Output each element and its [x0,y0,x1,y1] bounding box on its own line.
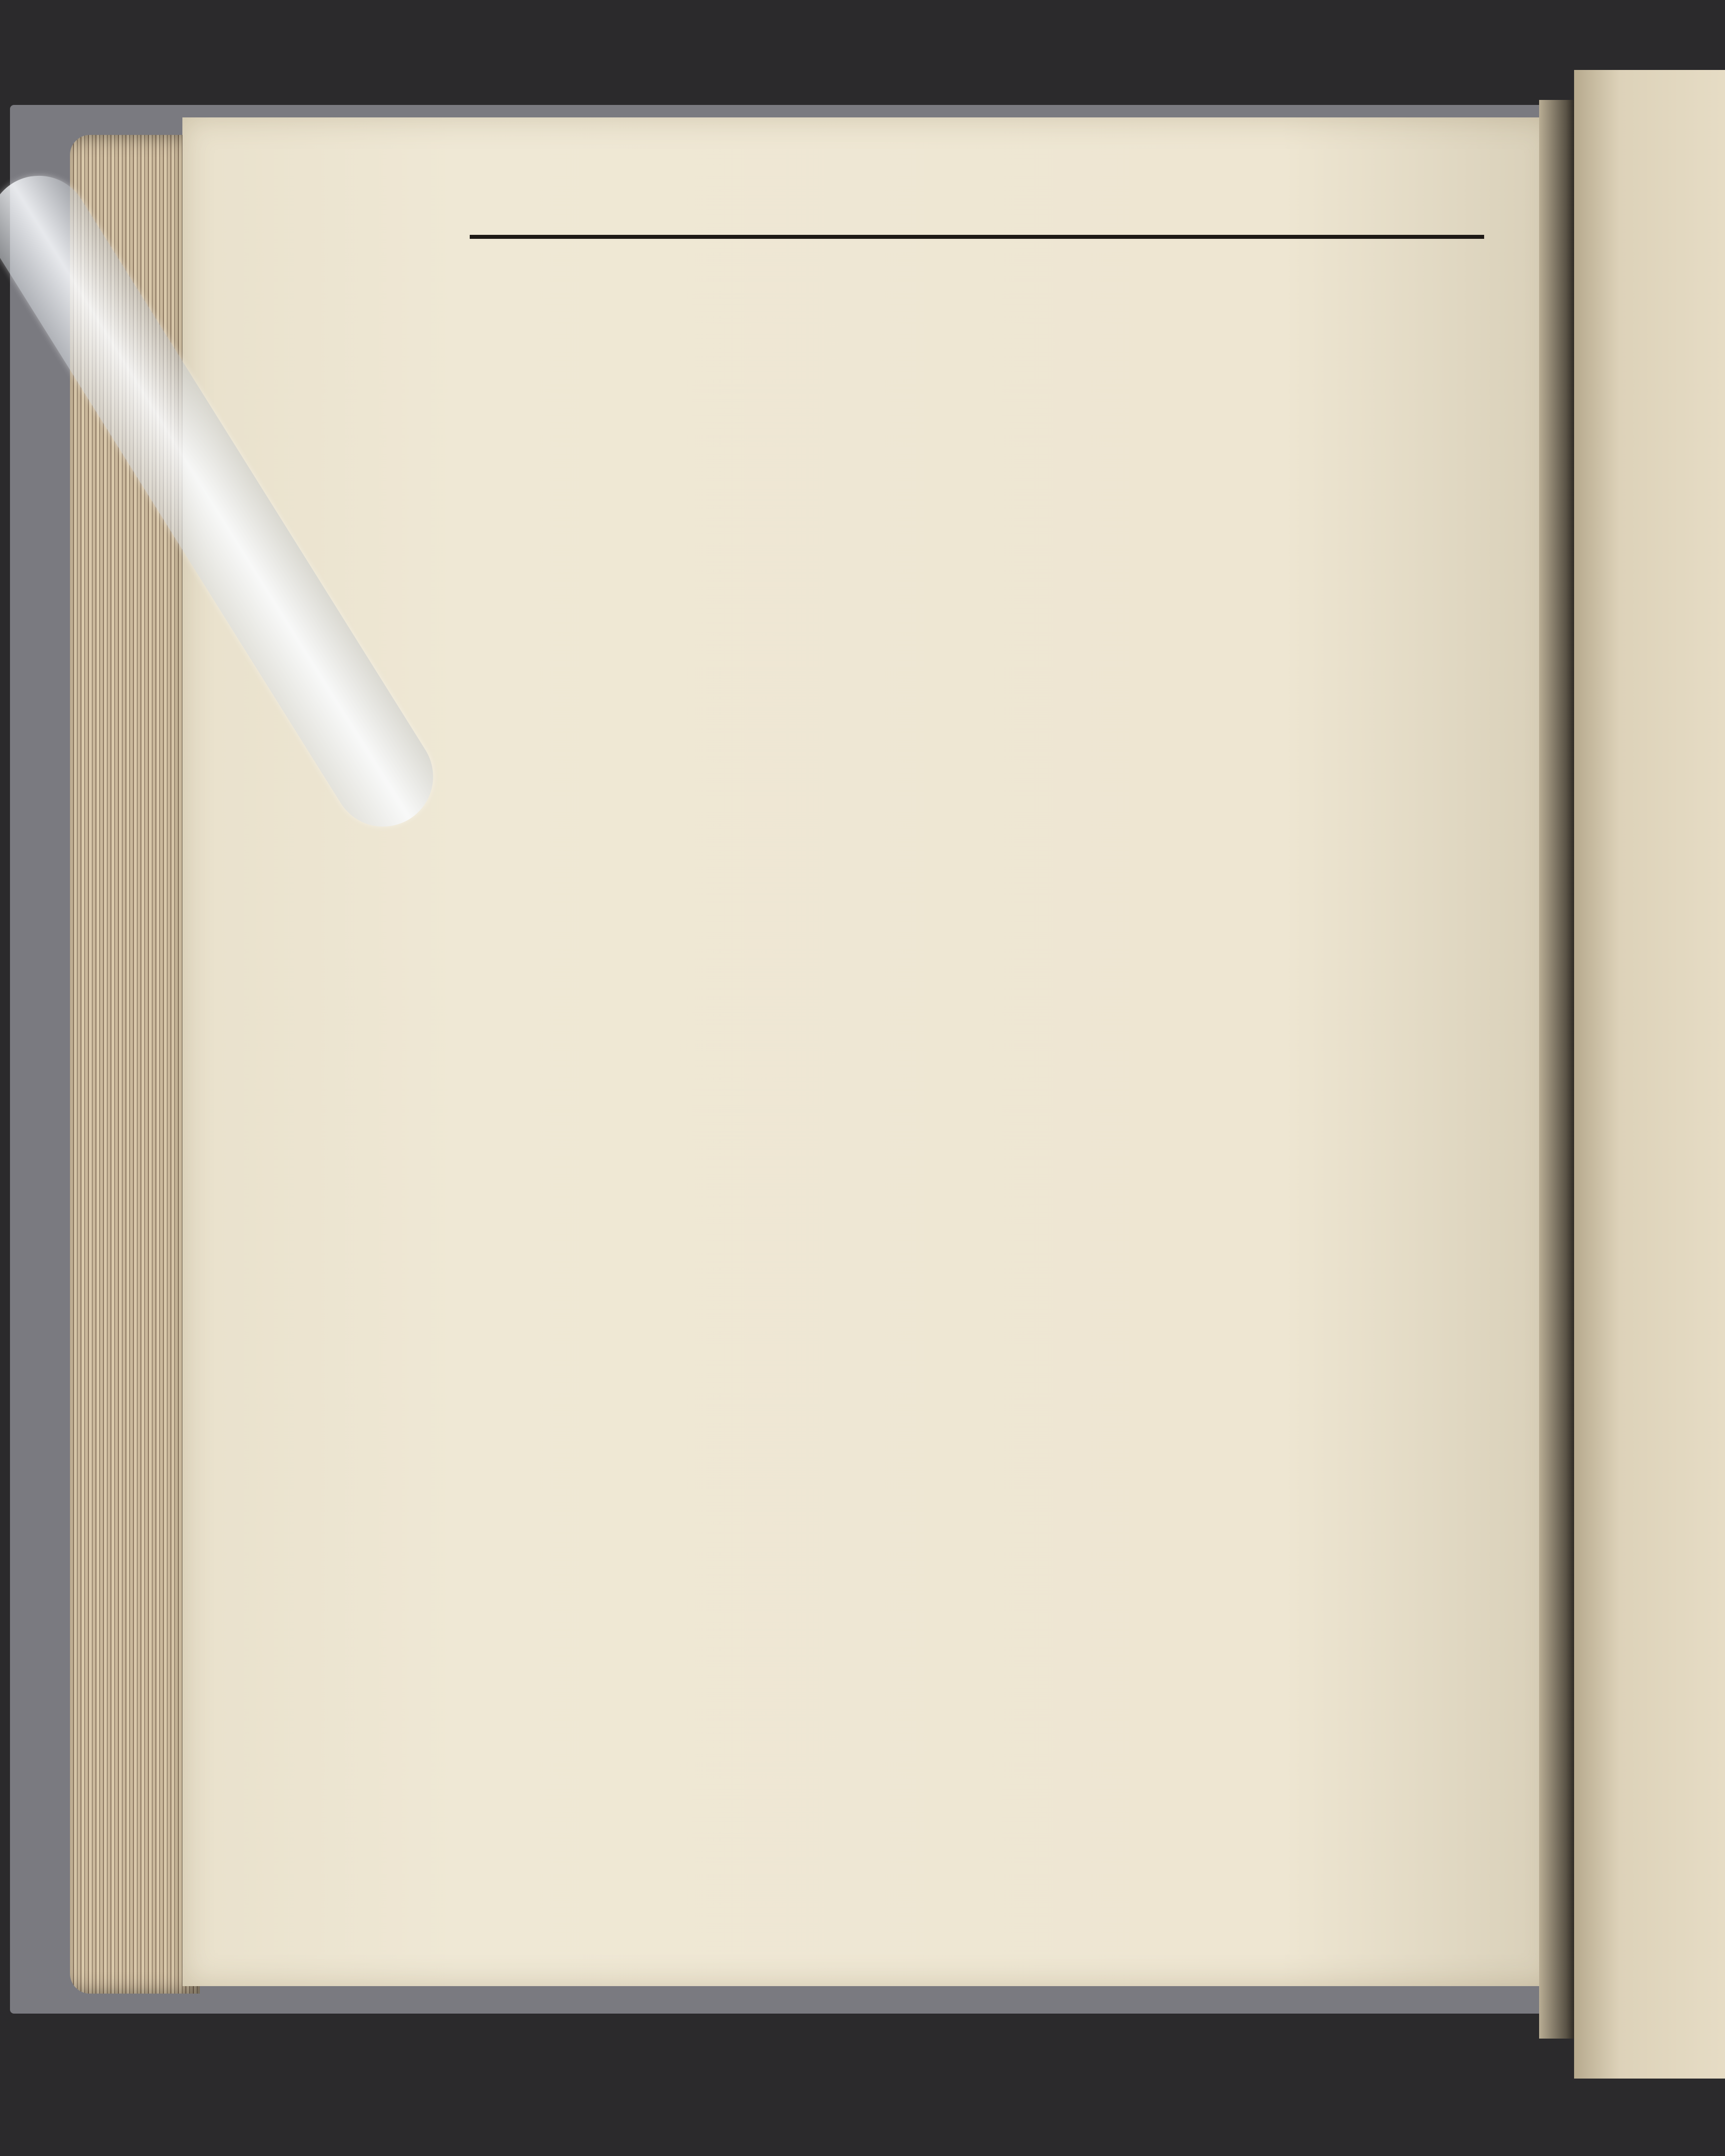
left-page [182,117,1557,1986]
facing-page-text [1569,248,1725,271]
right-page [1574,70,1725,2079]
header-rule [470,235,1484,239]
page-header [470,170,1484,225]
